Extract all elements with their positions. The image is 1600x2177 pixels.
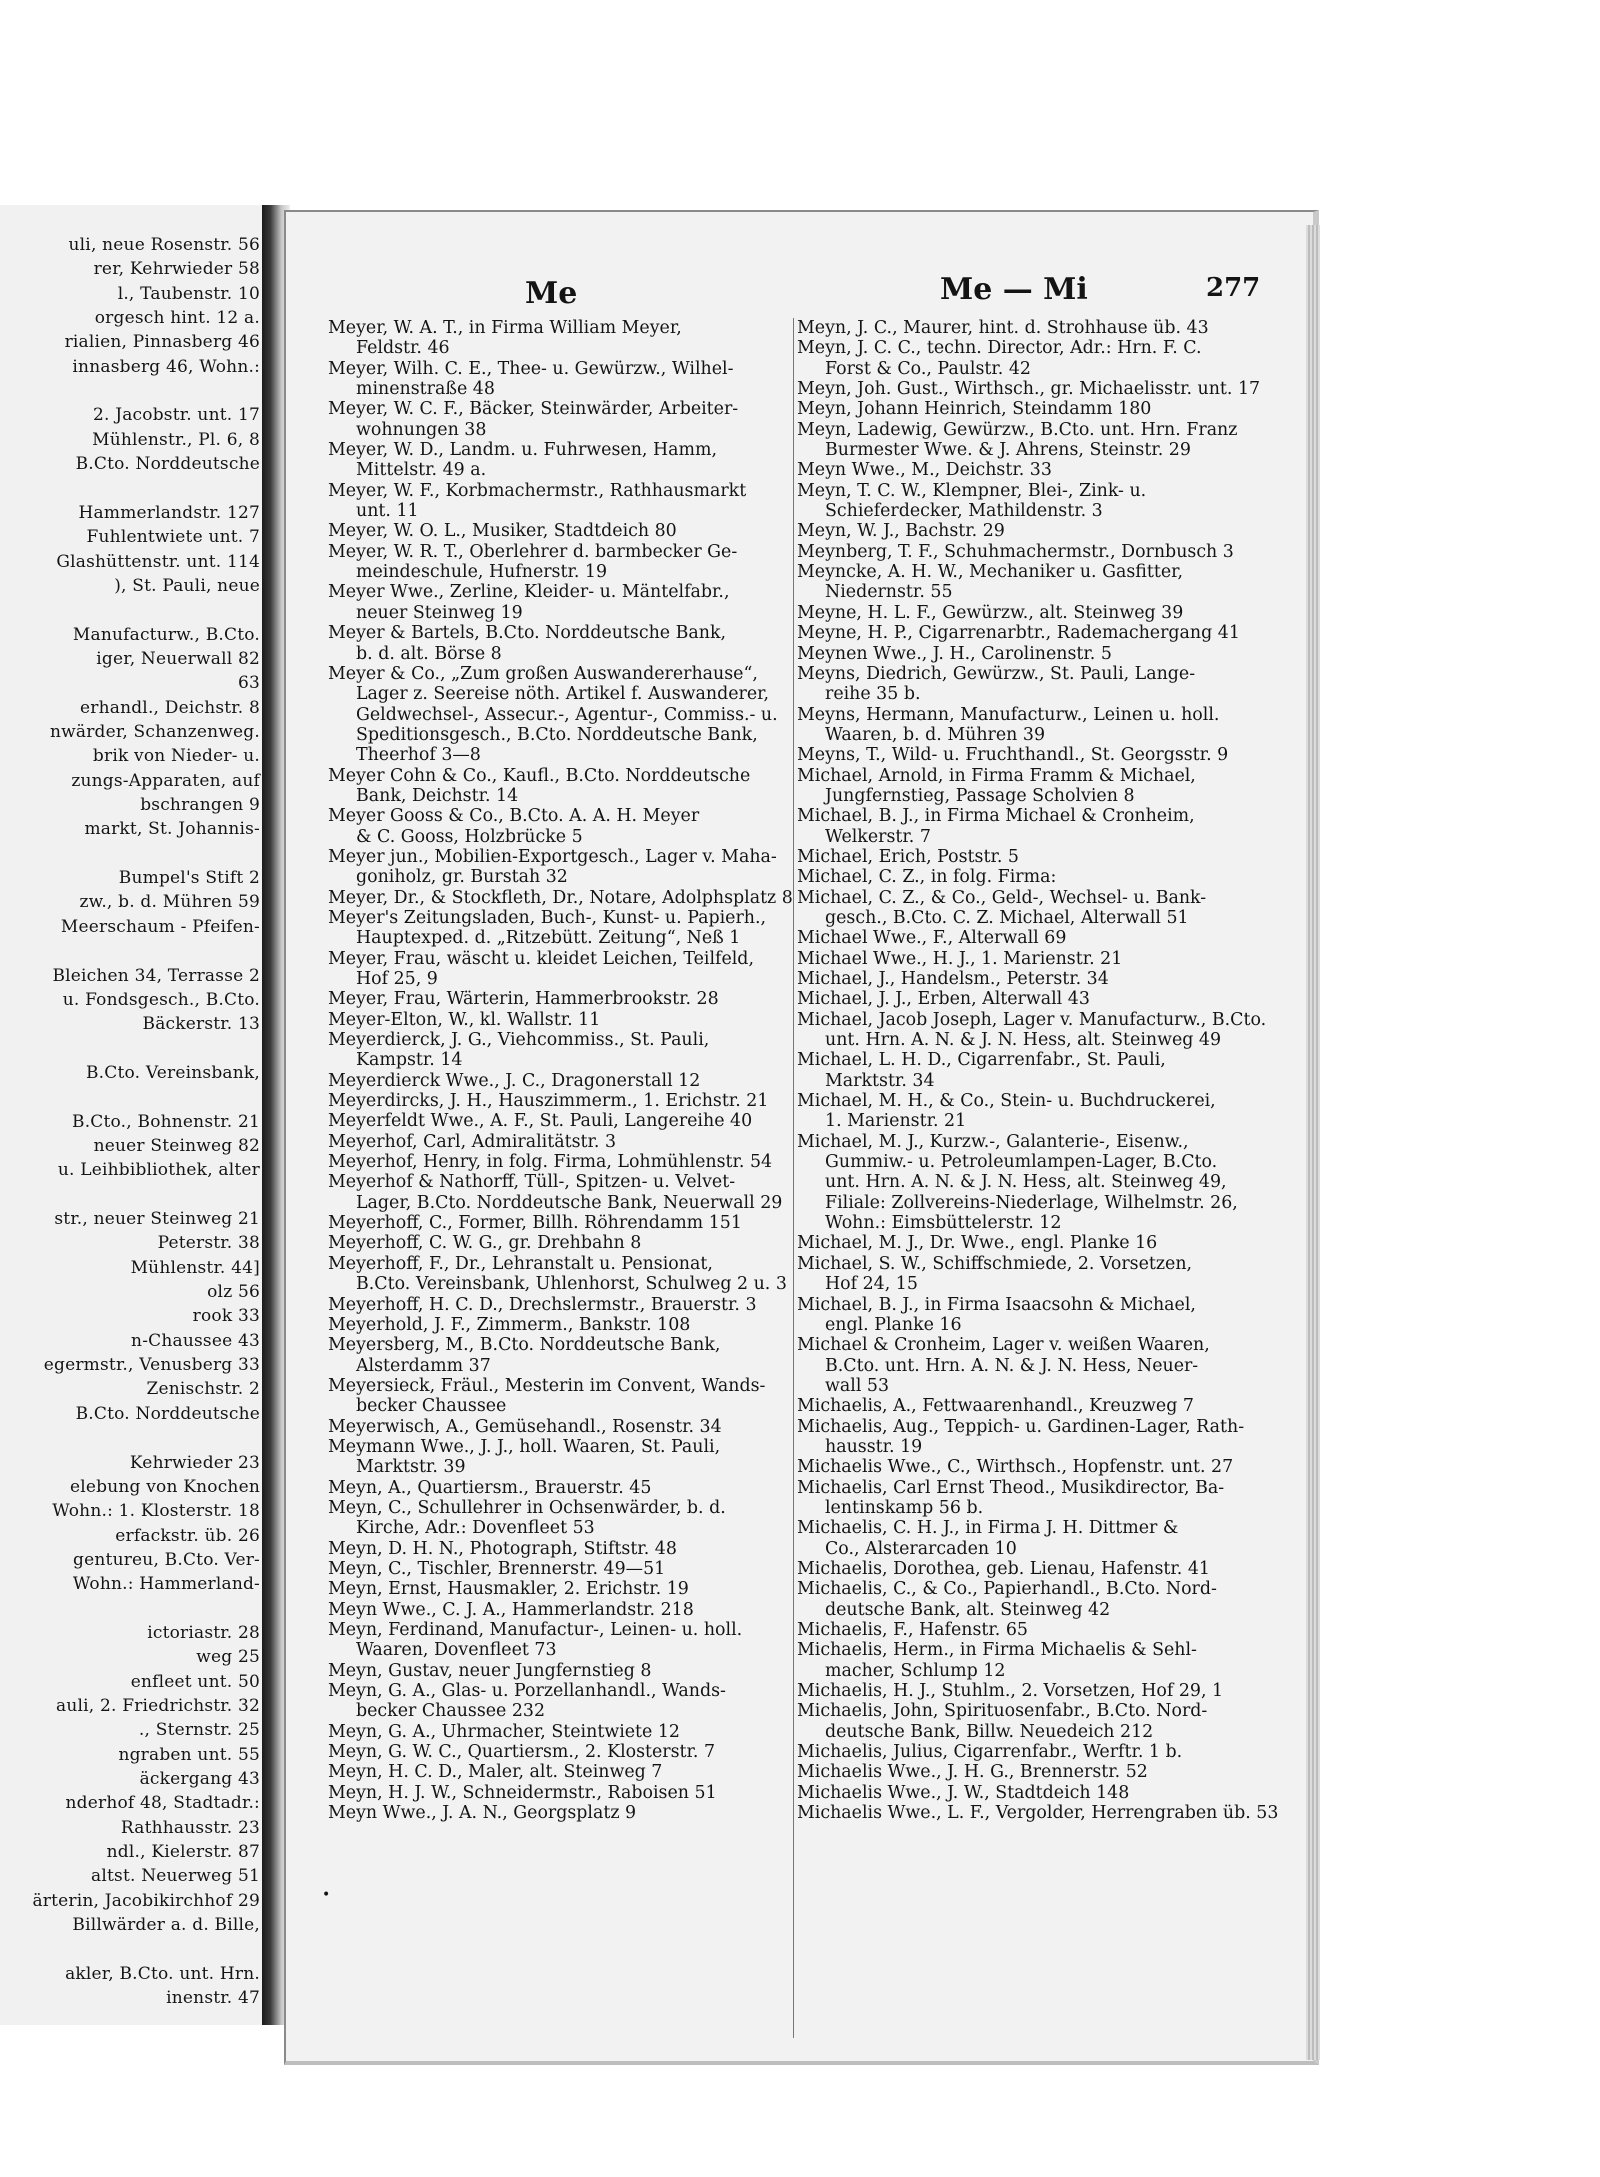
entry-line: Meyn, Johann Heinrich, Steindamm 180 bbox=[797, 399, 1152, 420]
entry-line: deutsche Bank, alt. Steinweg 42 bbox=[825, 1599, 1111, 1620]
entry-line: Meyer Wwe., Zerline, Kleider- u. Mäntelfabr., bbox=[328, 582, 730, 603]
entry-line: Meyncke, A. H. W., Mechaniker u. Gasfitter, bbox=[797, 562, 1184, 583]
left-page-line: Bumpel's Stift 2 bbox=[118, 868, 260, 889]
entry-line: Meyer, Dr., & Stockfleth, Dr., Notare, Adolphsplatz 8 bbox=[328, 887, 793, 908]
page-edge bbox=[1306, 225, 1320, 2060]
left-page-line: Bleichen 34, Terrasse 2 bbox=[52, 965, 260, 986]
entry-line: Michaelis, Carl Ernst Theod., Musikdirector, Ba- bbox=[797, 1477, 1225, 1498]
left-page-line: brik von Nieder- u. bbox=[92, 746, 260, 767]
entry-line: Meyn, Ernst, Hausmakler, 2. Erichstr. 19 bbox=[328, 1579, 689, 1600]
entry-line: Meyerhoff, C. W. G., gr. Drehbahn 8 bbox=[328, 1233, 642, 1254]
entry-line: Michaelis, Aug., Teppich- u. Gardinen-Lager, Rath- bbox=[797, 1416, 1245, 1437]
entry-line: Meyn, A., Quartiersm., Brauerstr. 45 bbox=[328, 1477, 652, 1498]
entry-line: lentinskamp 56 b. bbox=[825, 1497, 984, 1518]
entry-line: Theerhof 3—8 bbox=[356, 745, 481, 766]
entry-line: Meyns, Diedrich, Gewürzw., St. Pauli, Lange- bbox=[797, 663, 1196, 684]
entry-line: unt. Hrn. A. N. & J. N. Hess, alt. Steinweg 49 bbox=[825, 1030, 1222, 1051]
entry-line: Meyerdierck, J. G., Viehcommiss., St. Pauli, bbox=[328, 1030, 710, 1051]
left-page-line: zungs-Apparaten, auf bbox=[71, 770, 260, 791]
entry-line: wohnungen 38 bbox=[356, 419, 487, 440]
entry-line: Meyerhof, Henry, in folg. Firma, Lohmühlenstr. 54 bbox=[328, 1152, 773, 1173]
entry-line: Meyer Cohn & Co., Kaufl., B.Cto. Norddeutsche bbox=[328, 765, 751, 786]
entry-line: & C. Gooss, Holzbrücke 5 bbox=[356, 826, 583, 847]
entry-line: Michael, J. J., Erben, Alterwall 43 bbox=[797, 989, 1090, 1010]
left-page-line: Billwärder a. d. Bille, bbox=[72, 1915, 260, 1936]
left-page-line: 2. Jacobstr. unt. 17 bbox=[92, 405, 260, 426]
entry-line: Meyne, H. P., Cigarrenarbtr., Rademachergang 41 bbox=[797, 623, 1240, 644]
left-page-line: nwärder, Schanzenweg. bbox=[49, 722, 260, 742]
entry-line: becker Chaussee 232 bbox=[356, 1701, 546, 1722]
entry-line: Michael, M. H., & Co., Stein- u. Buchdruckerei, bbox=[797, 1091, 1216, 1112]
entry-line: Meyer Gooss & Co., B.Cto. A. A. H. Meyer bbox=[328, 806, 700, 827]
print-mark: • bbox=[322, 1887, 331, 1903]
left-facing-page bbox=[0, 205, 271, 2025]
entry-line: Meyn, J. C. C., techn. Director, Adr.: Hrn. F. C. bbox=[797, 338, 1202, 359]
left-page-line: Hammerlandstr. 127 bbox=[78, 502, 260, 523]
entry-line: Meyns, T., Wild- u. Fruchthandl., St. Georgsstr. 9 bbox=[797, 745, 1229, 766]
left-page-line: akler, B.Cto. unt. Hrn. bbox=[65, 1963, 260, 1984]
entry-line: Geldwechsel-, Assecur.-, Agentur-, Commiss.- u. bbox=[356, 704, 778, 725]
left-page-line: B.Cto. Norddeutsche bbox=[75, 1403, 260, 1424]
entry-line: Meyer jun., Mobilien-Exportgesch., Lager v. Maha- bbox=[328, 846, 777, 867]
entry-line: Michaelis, C. H. J., in Firma J. H. Dittmer & bbox=[797, 1518, 1179, 1539]
entry-line: Waaren, Dovenfleet 73 bbox=[356, 1640, 557, 1661]
entry-line: Wohn.: Eimsbüttelerstr. 12 bbox=[825, 1213, 1062, 1234]
left-page-line: Glashüttenstr. unt. 114 bbox=[56, 551, 260, 572]
entry-line: Michael, M. J., Dr. Wwe., engl. Planke 16 bbox=[797, 1233, 1158, 1254]
left-page-line: orgesch hint. 12 a. bbox=[94, 308, 260, 329]
entry-line: B.Cto. unt. Hrn. A. N. & J. N. Hess, Neuer- bbox=[825, 1355, 1199, 1376]
entry-line: Michael, C. Z., & Co., Geld-, Wechsel- u. Bank- bbox=[797, 887, 1207, 908]
entry-line: Michael, Erich, Poststr. 5 bbox=[797, 846, 1019, 867]
entry-line: Meyn, G. A., Glas- u. Porzellanhandl., Wands- bbox=[328, 1681, 726, 1702]
entry-line: Michael, M. J., Kurzw.-, Galanterie-, Eisenw., bbox=[797, 1131, 1189, 1152]
entry-line: Schieferdecker, Mathildenstr. 3 bbox=[825, 501, 1103, 522]
entry-line: Michael, S. W., Schiffschmiede, 2. Vorsetzen, bbox=[797, 1253, 1193, 1274]
column-divider bbox=[793, 318, 794, 2038]
entry-line: Hof 24, 15 bbox=[825, 1274, 918, 1295]
left-page-line: olz 56 bbox=[207, 1282, 260, 1303]
left-page-line: markt, St. Johannis- bbox=[84, 819, 260, 840]
entry-line: Kirche, Adr.: Dovenfleet 53 bbox=[356, 1518, 595, 1539]
entry-line: Michael, Arnold, in Firma Framm & Michael, bbox=[797, 765, 1196, 786]
entry-line: Michael, J., Handelsm., Peterstr. 34 bbox=[797, 969, 1109, 989]
left-page-line: Wohn.: 1. Klosterstr. 18 bbox=[52, 1501, 260, 1522]
entry-line: Meyer, W. A. T., in Firma William Meyer, bbox=[328, 318, 682, 338]
left-page-line: enfleet unt. 50 bbox=[130, 1671, 260, 1692]
entry-line: Michael, Jacob Joseph, Lager v. Manufacturw., B.Cto. bbox=[797, 1009, 1267, 1030]
entry-line: hausstr. 19 bbox=[825, 1436, 923, 1457]
entry-line: Meyer, W. R. T., Oberlehrer d. barmbecker Ge- bbox=[328, 541, 738, 562]
entry-line: Jungfernstieg, Passage Scholvien 8 bbox=[825, 785, 1135, 806]
entry-line: Filiale: Zollvereins-Niederlage, Wilhelmstr. 26, bbox=[825, 1192, 1238, 1213]
entry-line: Hauptexped. d. „Ritzebütt. Zeitung“, Neß 1 bbox=[356, 928, 741, 949]
entry-line: unt. 11 bbox=[356, 501, 419, 522]
entry-line: Michael, L. H. D., Cigarrenfabr., St. Pauli, bbox=[797, 1050, 1166, 1071]
entry-line: Speditionsgesch., B.Cto. Norddeutsche Bank, bbox=[356, 724, 758, 745]
entry-line: Meyn, C., Tischler, Brennerstr. 49—51 bbox=[328, 1558, 666, 1579]
entry-line: Meyer, W. C. F., Bäcker, Steinwärder, Arbeiter- bbox=[328, 399, 739, 420]
entry-line: minenstraße 48 bbox=[356, 379, 495, 400]
entry-line: Forst & Co., Paulstr. 42 bbox=[825, 358, 1031, 379]
entry-line: becker Chaussee bbox=[356, 1396, 507, 1417]
left-page-line: Mühlenstr. 44] bbox=[130, 1257, 260, 1278]
entry-line: Meyn, Joh. Gust., Wirthsch., gr. Michaelisstr. unt. 17 bbox=[797, 379, 1261, 400]
entry-line: Meyns, Hermann, Manufacturw., Leinen u. holl. bbox=[797, 704, 1220, 725]
entry-line: unt. Hrn. A. N. & J. N. Hess, alt. Steinweg 49, bbox=[825, 1172, 1227, 1193]
entry-line: Meyerdierck Wwe., J. C., Dragonerstall 12 bbox=[328, 1070, 701, 1091]
left-page-line: ), St. Pauli, neue bbox=[114, 575, 260, 596]
left-page-line: ngraben unt. 55 bbox=[118, 1744, 260, 1765]
entry-line: reihe 35 b. bbox=[825, 684, 921, 705]
left-page-line: u. Fondsgesch., B.Cto. bbox=[62, 989, 260, 1010]
entry-line: Michael, C. Z., in folg. Firma: bbox=[797, 867, 1057, 888]
left-page-line: neuer Steinweg 82 bbox=[93, 1135, 260, 1156]
entry-line: Marktstr. 39 bbox=[356, 1457, 466, 1478]
entry-line: Michaelis Wwe., L. F., Vergolder, Herrengraben üb. 53 bbox=[797, 1803, 1279, 1824]
entry-line: Meyn, Ladewig, Gewürzw., B.Cto. unt. Hrn. Franz bbox=[797, 419, 1238, 440]
left-page-line: bschrangen 9 bbox=[140, 795, 260, 816]
entry-line: Meyne, H. L. F., Gewürzw., alt. Steinweg 39 bbox=[797, 602, 1184, 623]
entry-line: Meyerhof, Carl, Admiralitätstr. 3 bbox=[328, 1131, 617, 1152]
left-page-line: ärterin, Jacobikirchhof 29 bbox=[32, 1890, 260, 1911]
left-page-line: Mühlenstr., Pl. 6, 8 bbox=[92, 429, 260, 450]
entry-line: Alsterdamm 37 bbox=[356, 1355, 491, 1376]
entry-line: Michaelis, A., Fettwaarenhandl., Kreuzweg 7 bbox=[797, 1396, 1194, 1417]
entry-line: Lager, B.Cto. Norddeutsche Bank, Neuerwall 29 bbox=[356, 1192, 783, 1213]
entry-line: Meyer's Zeitungsladen, Buch-, Kunst- u. Papierh., bbox=[328, 907, 767, 928]
left-page-line: nderhof 48, Stadtadr.: bbox=[65, 1793, 260, 1814]
entry-line: Meyn, H. J. W., Schneidermstr., Raboisen 51 bbox=[328, 1782, 717, 1803]
left-page-line: Zenischstr. 2 bbox=[146, 1379, 260, 1400]
entry-line: Meyn, Gustav, neuer Jungfernstieg 8 bbox=[328, 1660, 652, 1681]
entry-line: Marktstr. 34 bbox=[825, 1070, 935, 1091]
entry-line: Meyn Wwe., M., Deichstr. 33 bbox=[797, 460, 1052, 481]
entry-line: Meyersberg, M., B.Cto. Norddeutsche Bank, bbox=[328, 1335, 721, 1356]
entry-line: Niedernstr. 55 bbox=[825, 582, 953, 603]
entry-line: Meyer, Wilh. C. E., Thee- u. Gewürzw., Wilhel- bbox=[328, 358, 734, 379]
entry-line: Meymann Wwe., J. J., holl. Waaren, St. Pauli, bbox=[328, 1436, 721, 1457]
left-page-line: gentureu, B.Cto. Ver- bbox=[73, 1549, 260, 1570]
left-page-line: egermstr., Venusberg 33 bbox=[43, 1355, 260, 1376]
entry-line: Michael, B. J., in Firma Michael & Cronheim, bbox=[797, 806, 1195, 827]
left-page-line: ndl., Kielerstr. 87 bbox=[106, 1842, 260, 1863]
entry-line: neuer Steinweg 19 bbox=[356, 602, 523, 623]
entry-line: Meyerfeldt Wwe., A. F., St. Pauli, Langereihe 40 bbox=[328, 1111, 753, 1132]
entry-line: Meyn, C., Schullehrer in Ochsenwärder, b. d. bbox=[328, 1497, 726, 1518]
entry-line: Kampstr. 14 bbox=[356, 1050, 463, 1071]
left-page-line: B.Cto. Norddeutsche bbox=[75, 454, 260, 475]
entry-line: Meyerhof & Nathorff, Tüll-, Spitzen- u. Velvet- bbox=[328, 1172, 736, 1193]
left-page-line: innasberg 46, Wohn.: bbox=[72, 356, 260, 377]
entry-line: Meyn, T. C. W., Klempner, Blei-, Zink- u. bbox=[797, 480, 1147, 501]
left-page-line: uli, neue Rosenstr. 56 bbox=[68, 235, 260, 255]
entry-line: Meyn, W. J., Bachstr. 29 bbox=[797, 521, 1005, 542]
entry-line: macher, Schlump 12 bbox=[825, 1660, 1006, 1681]
entry-line: Burmester Wwe. & J. Ahrens, Steinstr. 29 bbox=[825, 440, 1191, 461]
entry-line: Meynberg, T. F., Schuhmachermstr., Dornbusch 3 bbox=[797, 541, 1234, 562]
left-page-line: u. Leihbibliothek, alter bbox=[57, 1160, 260, 1181]
entry-line: Meyer, W. O. L., Musiker, Stadtdeich 80 bbox=[328, 521, 677, 542]
left-page-line: altst. Neuerweg 51 bbox=[91, 1866, 260, 1887]
entry-line: Meyerhoff, F., Dr., Lehranstalt u. Pensionat, bbox=[328, 1253, 713, 1274]
left-page-line: rer, Kehrwieder 58 bbox=[93, 259, 260, 280]
left-page-line: Kehrwieder 23 bbox=[129, 1452, 260, 1473]
entry-line: Michaelis, H. J., Stuhlm., 2. Vorsetzen, Hof 29, 1 bbox=[797, 1681, 1224, 1702]
left-page-line: inenstr. 47 bbox=[166, 1988, 260, 2009]
entry-line: Meyer, Frau, Wärterin, Hammerbrookstr. 28 bbox=[328, 989, 719, 1010]
entry-line: Meyer, W. D., Landm. u. Fuhrwesen, Hamm, bbox=[328, 440, 717, 461]
left-page-line: erfackstr. üb. 26 bbox=[115, 1525, 260, 1546]
left-page-line: erhandl., Deichstr. 8 bbox=[80, 697, 260, 718]
left-page-line: l., Taubenstr. 10 bbox=[117, 283, 260, 304]
left-page-line: Wohn.: Hammerland- bbox=[72, 1574, 260, 1595]
entry-line: Bank, Deichstr. 14 bbox=[356, 785, 519, 806]
entry-line: Meyn, Ferdinand, Manufactur-, Leinen- u. holl. bbox=[328, 1620, 743, 1640]
entry-line: wall 53 bbox=[825, 1375, 890, 1396]
entry-line: Meyn, D. H. N., Photograph, Stiftstr. 48 bbox=[328, 1538, 677, 1559]
left-page-line: iger, Neuerwall 82 bbox=[96, 648, 260, 669]
entry-line: Meyerhold, J. F., Zimmerm., Bankstr. 108 bbox=[328, 1314, 691, 1335]
entry-line: Feldstr. 46 bbox=[356, 338, 450, 359]
entry-line: Meyerdircks, J. H., Hauszimmerm., 1. Erichstr. 21 bbox=[328, 1091, 769, 1112]
entry-line: 1. Marienstr. 21 bbox=[825, 1111, 967, 1132]
entry-line: Michaelis, Dorothea, geb. Lienau, Hafenstr. 41 bbox=[797, 1558, 1210, 1579]
entry-line: Michaelis Wwe., C., Wirthsch., Hopfenstr. unt. 27 bbox=[797, 1457, 1234, 1478]
left-page-line: Peterstr. 38 bbox=[157, 1233, 260, 1254]
entry-line: Mittelstr. 49 a. bbox=[356, 460, 487, 481]
entry-line: Michael Wwe., F., Alterwall 69 bbox=[797, 928, 1067, 949]
entry-line: Michaelis, Julius, Cigarrenfabr., Werftr. 1 b. bbox=[797, 1742, 1183, 1763]
entry-line: Meyn Wwe., C. J. A., Hammerlandstr. 218 bbox=[328, 1599, 694, 1620]
left-page-line: äckergang 43 bbox=[139, 1769, 260, 1790]
page-number: 277 bbox=[1206, 273, 1261, 303]
entry-line: engl. Planke 16 bbox=[825, 1314, 962, 1335]
entry-line: Michaelis Wwe., J. W., Stadtdeich 148 bbox=[797, 1782, 1130, 1803]
entry-line: b. d. alt. Börse 8 bbox=[356, 643, 502, 664]
entry-line: Meyer, Frau, wäscht u. kleidet Leichen, Teilfeld, bbox=[328, 948, 754, 969]
entry-line: deutsche Bank, Billw. Neuedeich 212 bbox=[825, 1721, 1154, 1742]
left-page-line: rialien, Pinnasberg 46 bbox=[64, 332, 260, 353]
entry-line: Meyer & Co., „Zum großen Auswandererhause“, bbox=[328, 663, 758, 684]
entry-line: B.Cto. Vereinsbank, Uhlenhorst, Schulweg 2 u. 3 bbox=[356, 1274, 787, 1295]
entry-line: Michaelis Wwe., J. H. G., Brennerstr. 52 bbox=[797, 1762, 1148, 1783]
entry-line: Meyerhoff, H. C. D., Drechslermstr., Brauerstr. 3 bbox=[328, 1294, 757, 1315]
left-page-line: n-Chaussee 43 bbox=[131, 1330, 260, 1351]
left-page-line: B.Cto., Bohnenstr. 21 bbox=[72, 1111, 260, 1132]
left-page-line: B.Cto. Vereinsbank, bbox=[85, 1062, 260, 1083]
entry-line: Meyer, W. F., Korbmachermstr., Rathhausmarkt bbox=[328, 480, 747, 501]
entry-line: Gummiw.- u. Petroleumlampen-Lager, B.Cto. bbox=[825, 1152, 1218, 1173]
entry-line: Michael & Cronheim, Lager v. weißen Waaren, bbox=[797, 1335, 1210, 1356]
entry-line: Michael, B. J., in Firma Isaacsohn & Michael, bbox=[797, 1294, 1196, 1315]
header-center: Me — Mi bbox=[940, 272, 1088, 307]
entry-line: Michaelis, John, Spirituosenfabr., B.Cto. Nord- bbox=[797, 1701, 1208, 1722]
entry-line: Hof 25, 9 bbox=[356, 969, 438, 989]
entry-line: Meyn, G. W. C., Quartiersm., 2. Klosterstr. 7 bbox=[328, 1742, 716, 1763]
column-right bbox=[797, 318, 1292, 1823]
entry-line: Michaelis, C., & Co., Papierhandl., B.Cto. Nord- bbox=[797, 1579, 1217, 1600]
column-left bbox=[328, 318, 796, 1823]
entry-line: gesch., B.Cto. C. Z. Michael, Alterwall 51 bbox=[825, 907, 1189, 928]
entry-line: meindeschule, Hufnerstr. 19 bbox=[356, 562, 608, 583]
entry-line: Meyer-Elton, W., kl. Wallstr. 11 bbox=[328, 1009, 601, 1030]
entry-line: Welkerstr. 7 bbox=[825, 826, 931, 847]
entry-line: Meynen Wwe., J. H., Carolinenstr. 5 bbox=[797, 643, 1112, 664]
left-page-line: elebung von Knochen bbox=[70, 1476, 260, 1497]
left-page-line: zw., b. d. Mühren 59 bbox=[79, 892, 260, 913]
entry-line: Waaren, b. d. Mühren 39 bbox=[825, 724, 1046, 745]
entry-line: Meyer & Bartels, B.Cto. Norddeutsche Bank, bbox=[328, 623, 727, 644]
entry-line: goniholz, gr. Burstah 32 bbox=[356, 867, 568, 888]
left-page-line: ictoriastr. 28 bbox=[147, 1622, 260, 1643]
left-page-line: Rathhausstr. 23 bbox=[120, 1817, 260, 1838]
left-page-line: Bäckerstr. 13 bbox=[142, 1014, 260, 1035]
left-page-line: Fuhlentwiete unt. 7 bbox=[86, 527, 260, 548]
left-page-line: Manufacturw., B.Cto. bbox=[72, 624, 260, 645]
header-left: Me bbox=[525, 276, 578, 311]
entry-line: Meyn Wwe., J. A. N., Georgsplatz 9 bbox=[328, 1803, 637, 1824]
entry-line: Meyerhoff, C., Former, Billh. Röhrendamm 151 bbox=[328, 1213, 742, 1234]
entry-line: Michael Wwe., H. J., 1. Marienstr. 21 bbox=[797, 948, 1123, 969]
left-page-line: str., neuer Steinweg 21 bbox=[54, 1209, 260, 1229]
left-page-line: rook 33 bbox=[192, 1306, 260, 1327]
entry-line: Meyersieck, Fräul., Mesterin im Convent, Wands- bbox=[328, 1375, 766, 1396]
entry-line: Co., Alsterarcaden 10 bbox=[825, 1538, 1017, 1559]
left-page-line: weg 25 bbox=[196, 1647, 260, 1668]
entry-line: Michaelis, F., Hafenstr. 65 bbox=[797, 1620, 1028, 1640]
entry-line: Meyn, J. C., Maurer, hint. d. Strohhause üb. 43 bbox=[797, 318, 1209, 338]
left-page-line: auli, 2. Friedrichstr. 32 bbox=[56, 1696, 260, 1716]
entry-line: Lager z. Seereise nöth. Artikel f. Auswanderer, bbox=[356, 684, 770, 705]
entry-line: Meyn, H. C. D., Maler, alt. Steinweg 7 bbox=[328, 1762, 663, 1783]
entry-line: Meyerwisch, A., Gemüsehandl., Rosenstr. 34 bbox=[328, 1416, 722, 1437]
left-page-line: ., Sternstr. 25 bbox=[138, 1720, 260, 1741]
entry-line: Meyn, G. A., Uhrmacher, Steintwiete 12 bbox=[328, 1721, 680, 1742]
entry-line: Michaelis, Herm., in Firma Michaelis & Sehl- bbox=[797, 1640, 1197, 1661]
left-page-line: Meerschaum - Pfeifen- bbox=[60, 916, 260, 937]
left-page-line: 63 bbox=[237, 673, 260, 694]
